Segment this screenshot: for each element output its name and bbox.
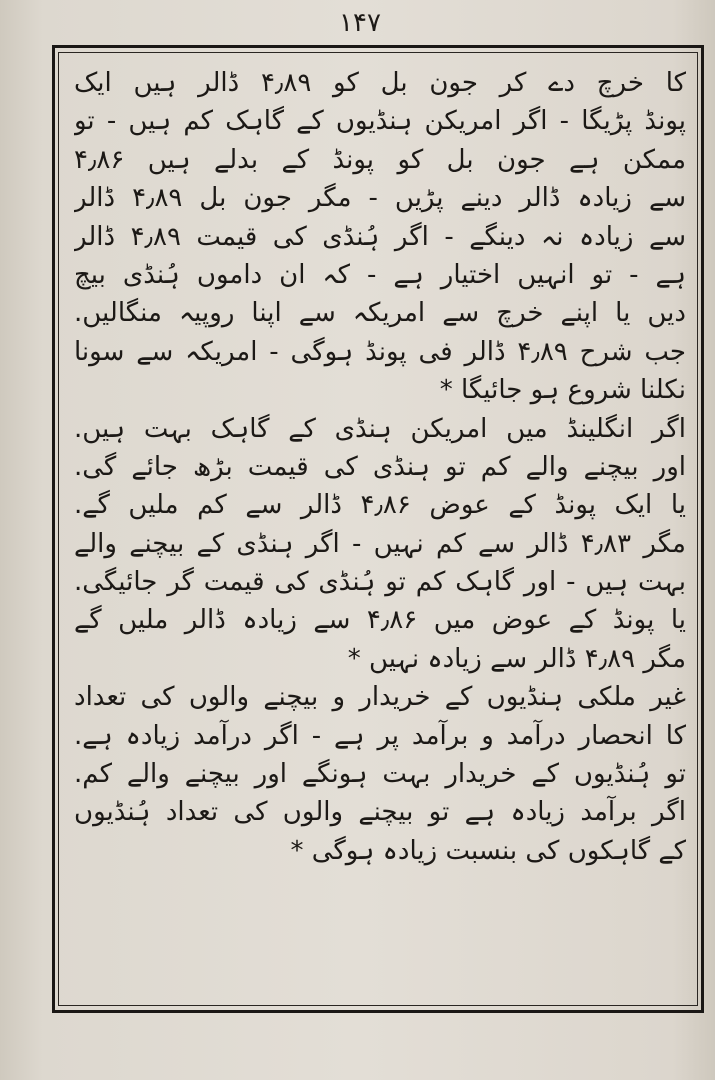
text-line: اگر انگلینڈ میں امریکن ہنڈی کے گاہک بہت ہیں. xyxy=(74,413,686,444)
text-line: سے زیادہ نہ دینگے - اگر ہُنڈی کی قیمت ۴٫۸۹ ڈالر xyxy=(74,221,686,252)
text-line: اگر برآمد زیادہ ہے تو بیچنے والوں کی تعداد ہُنڈیوں xyxy=(74,797,686,828)
text-line: کا خرچ دے کر جون بل کو ۴٫۸۹ ڈالر ہیں ایک xyxy=(74,68,686,98)
text-line: بہت ہیں - اور گاہک کم تو ہُنڈی کی قیمت گر جائیگی. xyxy=(74,567,686,598)
text-line: تو ہُنڈیوں کے خریدار بہت ہونگے اور بیچنے والے کم. xyxy=(74,759,686,790)
text-line: نکلنا شروع ہو جائیگا * xyxy=(439,375,686,406)
text-line: کا انحصار درآمد و برآمد پر ہے - اگر درآمد زیادہ ہے. xyxy=(74,720,686,751)
text-line: مگر ۴٫۸۹ ڈالر سے زیادہ نہیں * xyxy=(347,643,686,674)
urdu-text-block xyxy=(74,64,686,994)
text-line: کے گاہکوں کی بنسبت زیادہ ہوگی * xyxy=(290,835,686,866)
text-line: غیر ملکی ہنڈیوں کے خریدار و بیچنے والوں کی تعداد xyxy=(74,682,686,713)
text-line: اور بیچنے والے کم تو ہنڈی کی قیمت بڑھ جائے گی. xyxy=(74,451,686,482)
text-line: دیں یا اپنے خرچ سے امریکہ سے اپنا روپیہ منگالیں. xyxy=(74,298,686,329)
text-line: مگر ۴٫۸۳ ڈالر سے کم نہیں - اگر ہنڈی کے بیچنے والے xyxy=(74,528,686,559)
page-number: ۱۴۷ xyxy=(339,8,381,38)
text-line: سے زیادہ ڈالر دینے پڑیں - مگر جون بل ۴٫۸۹ ڈالر xyxy=(74,183,686,214)
text-line: ہے - تو انہیں اختیار ہے - کہ ان داموں ہُنڈی بیچ xyxy=(74,259,686,290)
text-line: یا ایک پونڈ کے عوض ۴٫۸۶ ڈالر سے کم ملیں گے. xyxy=(74,490,686,521)
text-line: ممکن ہے جون بل کو پونڈ کے بدلے ہیں ۴٫۸۶ xyxy=(74,144,686,175)
text-line: جب شرح ۴٫۸۹ ڈالر فی پونڈ ہوگی - امریکہ سے سونا xyxy=(74,336,686,367)
text-line: یا پونڈ کے عوض میں ۴٫۸۶ سے زیادہ ڈالر ملیں گے xyxy=(74,605,686,636)
text-line: پونڈ پڑیگا - اگر امریکن ہنڈیوں کے گاہک کم ہیں - تو xyxy=(74,106,686,137)
